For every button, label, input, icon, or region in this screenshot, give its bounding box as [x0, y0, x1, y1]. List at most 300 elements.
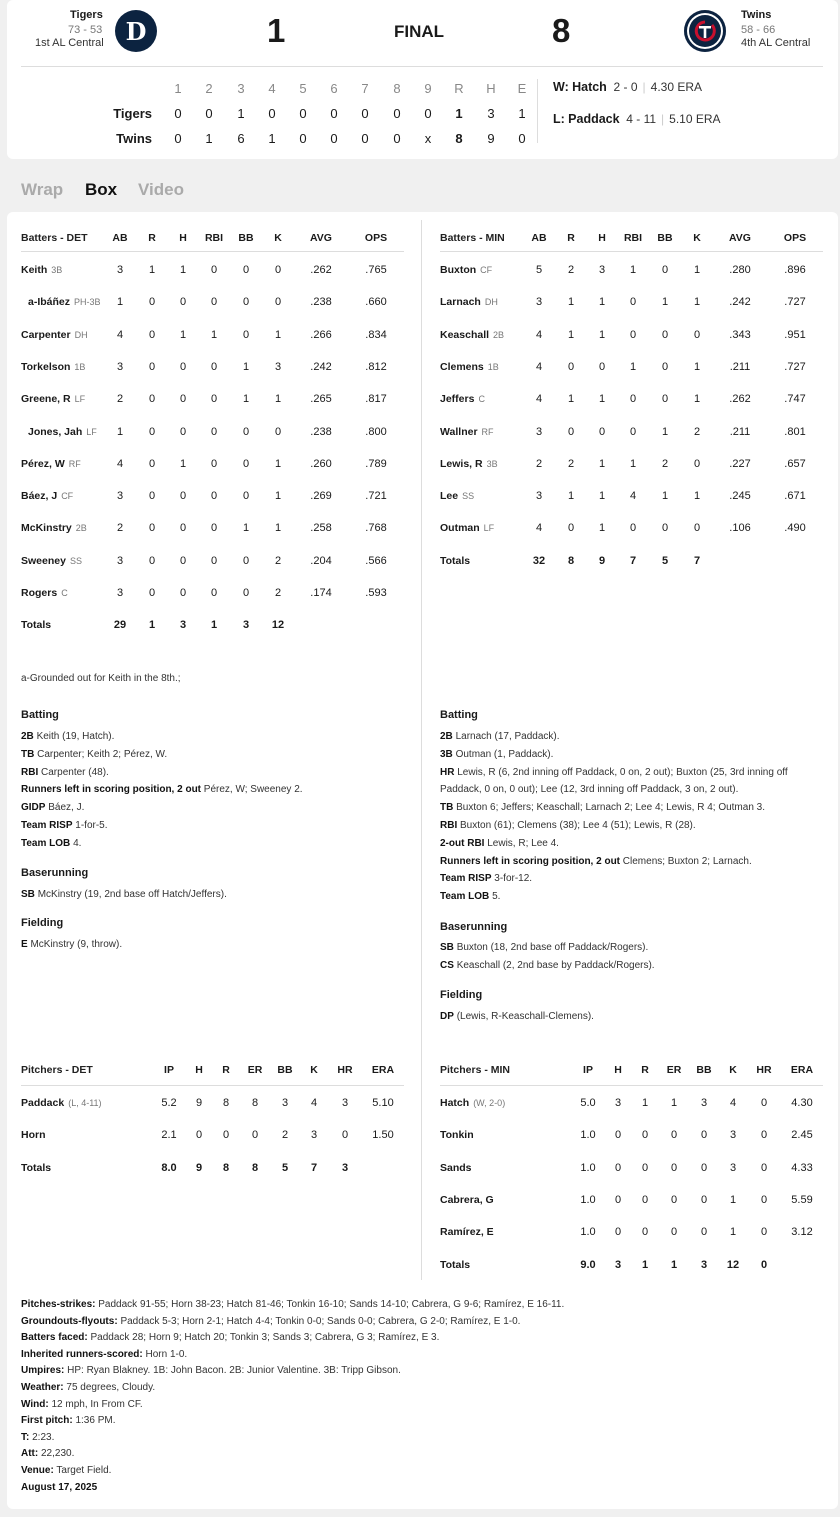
batting-stat: .727 — [784, 296, 806, 309]
pitching-totals-label: Totals — [21, 1161, 52, 1174]
game-info-key: Venue: — [21, 1465, 54, 1476]
batter-name[interactable] — [440, 490, 474, 502]
batting-stat: .789 — [365, 457, 387, 470]
pitching-stat: 0 — [614, 1161, 622, 1174]
game-info-value: 22,230. — [41, 1448, 75, 1460]
note-value: (Lewis, R-Keaschall-Clemens). — [456, 1011, 594, 1022]
note-line — [440, 870, 532, 888]
note-value: Báez, J. — [48, 802, 85, 814]
batting-stat: 0 — [661, 328, 669, 341]
batting-stat: 0 — [242, 490, 250, 503]
batter-name-text[interactable]: Buxton — [440, 264, 477, 276]
losing-pitcher-name[interactable]: Paddack — [568, 112, 620, 126]
batter-name[interactable] — [21, 264, 62, 276]
pitcher-name-text[interactable]: Hatch — [440, 1097, 470, 1109]
pitching-stat: 1 — [729, 1226, 737, 1239]
pitching-stat: 0 — [760, 1161, 768, 1174]
pitching-stat: 5.10 — [372, 1097, 394, 1109]
batter-name-text[interactable]: Greene, R — [21, 393, 71, 406]
batting-stat: 2 — [567, 264, 575, 276]
batting-stat: 1 — [179, 264, 187, 276]
linescore-cell: 0 — [299, 106, 307, 121]
batter-name-text[interactable]: Carpenter — [21, 328, 71, 341]
pitching-totals-label: Totals — [440, 1258, 471, 1271]
batter-name[interactable] — [21, 555, 82, 567]
pitching-stat: 0 — [614, 1226, 622, 1239]
note-key: CS — [440, 959, 454, 971]
game-info-key: Inherited runners-scored: — [21, 1348, 143, 1360]
losing-pitcher: L: Paddack 4 - 11 | 5.10 ERA — [553, 112, 721, 126]
pitching-col-header: ER — [666, 1064, 682, 1076]
batting-stat: 0 — [179, 554, 187, 567]
batting-col-header: R — [148, 232, 156, 244]
note-value: Buxton (18, 2nd base off Paddack/Rogers). — [456, 942, 649, 953]
game-info-line — [21, 1445, 74, 1463]
note-key: Runners left in scoring position, 2 out — [21, 784, 202, 796]
pitcher-name-text[interactable]: Ramírez, E — [440, 1226, 494, 1239]
note-line — [21, 746, 167, 764]
batting-stat: 1 — [693, 296, 701, 309]
batting-title: Batters - MIN — [440, 232, 505, 244]
batting-stat: 4 — [116, 457, 124, 470]
note-key: Team RISP — [21, 820, 73, 831]
batting-stat: 1 — [661, 490, 669, 503]
batting-total: 29 — [113, 619, 127, 632]
batting-stat: .801 — [784, 425, 806, 438]
batter-name[interactable] — [21, 490, 73, 502]
linescore-header: 5 — [299, 81, 307, 96]
tab-wrap[interactable]: Wrap — [21, 180, 64, 199]
batting-stat: .238 — [310, 296, 332, 309]
scoreboard-card — [7, 0, 838, 159]
pitcher-name[interactable] — [440, 1226, 498, 1238]
batter-name[interactable] — [21, 393, 85, 405]
pitching-stat: 0 — [760, 1226, 768, 1239]
linescore-header: 3 — [237, 81, 245, 96]
note-key: DP — [440, 1011, 454, 1022]
batting-stat: 1 — [274, 457, 282, 470]
batting-col-header: AVG — [729, 232, 751, 244]
pitching-total: 0 — [760, 1258, 768, 1271]
game-info-key: Groundouts-flyouts: — [21, 1315, 118, 1327]
linescore-cell: 0 — [518, 131, 526, 146]
batting-col-header: RBI — [204, 232, 224, 244]
game-info-value: 12 mph, In From CF. — [51, 1398, 143, 1410]
batter-name[interactable] — [21, 587, 68, 599]
game-info-key: Wind: — [21, 1398, 49, 1410]
batting-stat: 0 — [567, 522, 575, 535]
batting-stat: .593 — [365, 587, 387, 599]
batting-stat: 0 — [210, 490, 218, 503]
game-info-line — [21, 1412, 115, 1430]
game-info-value: Paddack 91-55; Horn 38-23; Hatch 81-46; Tonkin 16-10; Sands 14-10; Cabrera, G 9-6; Ramírez, E 16-11. — [98, 1299, 565, 1310]
pitching-stat: 3 — [614, 1097, 622, 1109]
pitching-col-header: IP — [583, 1064, 593, 1076]
batter-name-text[interactable]: Torkelson — [21, 360, 71, 373]
batter-name-text[interactable]: Rogers — [21, 587, 58, 599]
twins-logo-icon[interactable] — [684, 10, 726, 52]
box-score-card — [7, 212, 838, 1509]
tab-box[interactable]: Box — [85, 180, 118, 199]
note-value: Pérez, W; Sweeney 2. — [203, 784, 303, 796]
batting-stat: 0 — [661, 360, 669, 373]
batting-stat: 0 — [148, 360, 156, 373]
away-team-name[interactable]: Tigers — [70, 9, 103, 21]
batting-stat: 1 — [567, 328, 575, 341]
batter-name-text[interactable]: Jones, Jah — [28, 425, 83, 438]
batting-stat: .490 — [784, 522, 806, 535]
pitching-stat: 0 — [670, 1161, 678, 1174]
winning-pitcher-name[interactable]: Hatch — [572, 80, 607, 94]
pitching-total: 12 — [726, 1258, 740, 1271]
batting-stat: .817 — [365, 393, 387, 406]
batting-stat: .721 — [365, 490, 387, 503]
note-value: McKinstry (9, throw). — [30, 939, 123, 950]
pitcher-name[interactable] — [21, 1129, 50, 1141]
batter-name[interactable] — [440, 264, 492, 276]
note-line — [21, 886, 227, 904]
linescore-header: R — [454, 81, 464, 96]
batting-total: 7 — [693, 554, 701, 567]
batter-position: DH — [74, 329, 88, 340]
batter-name[interactable] — [440, 522, 494, 534]
batter-position: 2B — [493, 329, 505, 340]
batting-totals-label: Totals — [440, 554, 471, 567]
linescore-header: 7 — [361, 81, 369, 96]
batting-stat: 1 — [629, 264, 637, 276]
batter-name[interactable] — [440, 329, 504, 341]
pitching-header-rule — [21, 1085, 404, 1086]
linescore-cell: 0 — [268, 106, 276, 121]
linescore-team[interactable]: Twins — [116, 131, 152, 146]
batter-name-text[interactable]: McKinstry — [21, 522, 72, 535]
linescore-cell: 0 — [393, 131, 401, 146]
batting-stat: 1 — [693, 360, 701, 373]
game-info-line — [21, 1362, 401, 1380]
batting-stat: .242 — [310, 360, 332, 373]
batting-stat: .896 — [784, 264, 806, 276]
pitching-stat: 3 — [700, 1097, 708, 1109]
batter-name[interactable] — [440, 458, 498, 470]
pitcher-name-text[interactable]: Horn — [21, 1129, 46, 1142]
batting-stat: 3 — [116, 360, 124, 373]
pitching-stat: 0 — [700, 1226, 708, 1239]
batting-stat: 0 — [242, 296, 250, 309]
pitching-stat: 0 — [760, 1193, 768, 1206]
batter-name-text[interactable]: Clemens — [440, 360, 484, 373]
batting-stat: 0 — [210, 296, 218, 309]
batter-position: RF — [68, 458, 81, 469]
pitching-stat: 1 — [729, 1193, 737, 1206]
pitching-stat: 4 — [310, 1097, 318, 1109]
batter-name-text[interactable]: a-Ibáñez — [28, 296, 71, 309]
note-value: Buxton (61); Clemens (38); Lee 4 (51); Lewis, R (28). — [460, 820, 696, 831]
game-info-line — [21, 1462, 111, 1480]
batting-stat: 1 — [116, 296, 124, 309]
batting-stat: 1 — [629, 457, 637, 470]
note-line — [440, 1008, 594, 1026]
game-info-key: First pitch: — [21, 1415, 73, 1427]
note-line — [440, 853, 752, 871]
linescore-cell: 8 — [455, 131, 463, 146]
batting-stat: 0 — [242, 264, 250, 276]
pitching-title: Pitchers - MIN — [440, 1064, 511, 1076]
note-line — [440, 746, 553, 764]
note-key: Team LOB — [21, 837, 71, 849]
batting-total: 32 — [532, 554, 546, 567]
pitcher-name[interactable] — [21, 1097, 102, 1109]
batter-position: 2B — [75, 523, 87, 534]
note-line — [21, 764, 109, 782]
batting-stat: 0 — [242, 554, 250, 567]
note-line — [440, 799, 765, 817]
batter-name[interactable] — [440, 296, 498, 308]
note-key: HR — [440, 766, 455, 778]
batter-name-text[interactable]: Larnach — [440, 296, 481, 309]
batting-stat: 0 — [148, 587, 156, 599]
pitching-header-rule — [440, 1085, 823, 1086]
pitching-stat: 5.2 — [161, 1097, 177, 1109]
batting-totals-label: Totals — [21, 619, 52, 632]
batting-stat: .265 — [310, 393, 332, 406]
pitcher-name-text[interactable]: Cabrera, G — [440, 1193, 494, 1206]
batting-stat: 3 — [116, 587, 124, 599]
game-info-key: Att: — [21, 1448, 39, 1460]
pitcher-name-text[interactable]: Paddack — [21, 1097, 65, 1109]
batting-stat: 1 — [116, 425, 124, 438]
batter-name[interactable] — [21, 458, 81, 470]
batting-title: Batters - DET — [21, 232, 88, 244]
pitching-stat: 2.1 — [161, 1129, 177, 1142]
batting-stat: 1 — [693, 393, 701, 406]
pitching-col-header: H — [195, 1064, 203, 1076]
batter-name-text[interactable]: Báez, J — [21, 490, 58, 503]
batting-stat: 0 — [210, 393, 218, 406]
pitching-total: 1 — [641, 1258, 649, 1271]
batting-stat: .269 — [310, 490, 332, 503]
batting-stat: 0 — [629, 328, 637, 341]
batter-name[interactable] — [21, 522, 87, 534]
pitching-stat: 2 — [281, 1129, 289, 1142]
pitching-stat: 1.0 — [580, 1129, 596, 1142]
note-key: 3B — [440, 748, 453, 760]
batting-stat: 0 — [210, 425, 218, 438]
batting-total: 3 — [179, 619, 187, 632]
pitching-stat: 1.50 — [372, 1129, 394, 1142]
game-info-line — [21, 1296, 564, 1314]
batting-stat: 0 — [242, 328, 250, 341]
pitching-col-header: ERA — [371, 1064, 395, 1076]
game-info-value: Paddack 28; Horn 9; Hatch 20; Tonkin 3; Sands 3; Cabrera, G 3; Ramírez, E 3. — [90, 1332, 440, 1344]
fielding-notes-title: Fielding — [440, 989, 483, 1001]
linescore-header: 9 — [424, 81, 432, 96]
pitching-stat: 3.12 — [791, 1226, 813, 1239]
batting-stat: 0 — [148, 554, 156, 567]
linescore-team[interactable]: Tigers — [113, 106, 152, 121]
note-line — [21, 781, 303, 799]
game-info-value: 1:36 PM. — [75, 1415, 116, 1427]
batter-name-text[interactable]: Keith — [21, 264, 48, 276]
batting-stat: 1 — [598, 328, 606, 341]
note-line — [21, 728, 114, 746]
batting-col-header: K — [693, 232, 701, 244]
batter-name[interactable] — [28, 296, 101, 308]
batter-name[interactable] — [21, 361, 85, 373]
pitcher-name[interactable] — [440, 1129, 478, 1141]
game-info-value: 2:23. — [32, 1431, 55, 1443]
game-info-value: 75 degrees, Cloudy. — [66, 1382, 156, 1393]
pitching-stat: 0 — [641, 1161, 649, 1174]
batter-position: 1B — [74, 361, 86, 372]
batting-stat: 1 — [274, 328, 282, 341]
batter-name-text[interactable]: Sweeney — [21, 554, 66, 567]
batting-stat: .174 — [310, 587, 332, 599]
pitcher-name[interactable] — [440, 1097, 505, 1109]
batting-stat: .566 — [365, 554, 387, 567]
note-line — [440, 939, 648, 957]
batting-stat: 0 — [274, 425, 282, 438]
pitching-stat: 0 — [670, 1193, 678, 1206]
tab-video[interactable]: Video — [138, 180, 184, 199]
footnote: a-Grounded out for Keith in the 8th.; — [21, 673, 181, 684]
pitching-stat: 5.0 — [580, 1097, 596, 1109]
batter-name[interactable] — [440, 426, 494, 438]
linescore-divider — [537, 79, 538, 143]
batter-name-text[interactable]: Wallner — [440, 425, 478, 438]
batting-stat: 3 — [535, 490, 543, 503]
note-value: Keaschall (2, 2nd base by Paddack/Rogers). — [456, 959, 655, 971]
batter-position: DH — [484, 297, 498, 308]
pitcher-name-text[interactable]: Sands — [440, 1161, 472, 1174]
batting-col-header: RBI — [623, 232, 643, 244]
batting-stat: .951 — [784, 328, 806, 341]
batting-stat: 0 — [661, 393, 669, 406]
batting-stat: 1 — [148, 264, 156, 276]
note-line — [440, 817, 696, 835]
linescore-header: E — [517, 81, 527, 96]
batter-position: RF — [481, 426, 494, 437]
batting-stat: 0 — [598, 360, 606, 373]
pitcher-decision: (W, 2-0) — [473, 1098, 506, 1108]
note-value: Outman (1, Paddack). — [455, 748, 554, 760]
pitching-stat: 0 — [670, 1226, 678, 1239]
away-team-standing: 1st AL Central — [35, 37, 104, 49]
pitching-stat: 3 — [341, 1097, 349, 1109]
batting-stat: 1 — [242, 522, 250, 535]
note-value: Clemens; Buxton 2; Larnach. — [622, 855, 752, 867]
pitching-total: 5 — [281, 1161, 289, 1174]
game-info-value: HP: Ryan Blakney. 1B: John Bacon. 2B: Junior Valentine. 3B: Tripp Gibson. — [67, 1365, 401, 1377]
batter-name[interactable] — [440, 393, 485, 405]
batter-name-text[interactable]: Jeffers — [440, 393, 475, 406]
pitching-stat: 2.45 — [791, 1129, 813, 1142]
baserunning-notes-title: Baserunning — [440, 921, 508, 933]
batting-stat: .106 — [729, 522, 751, 535]
pitching-stat: 0 — [670, 1129, 678, 1142]
pitcher-name[interactable] — [440, 1162, 476, 1174]
batter-name[interactable] — [28, 426, 97, 438]
tigers-logo-icon[interactable]: D — [115, 10, 157, 52]
batting-stat: 1 — [693, 490, 701, 503]
batting-stat: 4 — [629, 490, 637, 503]
batter-name[interactable] — [440, 361, 499, 373]
batting-stat: 1 — [210, 328, 218, 341]
pitching-stat: 1.0 — [580, 1193, 596, 1206]
batting-stat: 1 — [179, 457, 187, 470]
note-key: E — [21, 939, 28, 950]
pitching-title: Pitchers - DET — [21, 1064, 93, 1076]
batter-name-text[interactable]: Keaschall — [440, 328, 490, 341]
batting-stat: .768 — [365, 522, 387, 535]
batting-stat: .834 — [365, 328, 387, 341]
pitching-total: 8 — [222, 1161, 230, 1174]
batting-stat: 1 — [179, 328, 187, 341]
winning-pitcher: W: Hatch 2 - 0 | 4.30 ERA — [553, 80, 703, 94]
pitching-stat: 0 — [614, 1193, 622, 1206]
pitching-col-header: R — [222, 1064, 230, 1076]
home-team-name[interactable]: Twins — [741, 9, 772, 21]
batter-name-text[interactable]: Lewis, R — [440, 457, 483, 470]
batter-name-text[interactable]: Outman — [440, 522, 480, 535]
batting-stat: 0 — [148, 328, 156, 341]
pitcher-name-text[interactable]: Tonkin — [440, 1129, 474, 1142]
batting-stat: 1 — [598, 457, 606, 470]
note-key: Team LOB — [440, 891, 490, 903]
game-info-key: Weather: — [21, 1382, 64, 1393]
pitching-stat: 3 — [310, 1129, 318, 1142]
note-value: 1-for-5. — [75, 820, 108, 831]
pitching-col-header: HR — [337, 1064, 353, 1076]
batting-stat: 4 — [535, 393, 543, 406]
note-value: Paddack, 0 on, 0 out); Lee (12, 3rd inning off Paddack, 3 on, 2 out). — [440, 784, 739, 796]
batting-col-header: AVG — [310, 232, 332, 244]
batter-name-text[interactable]: Pérez, W — [21, 457, 65, 470]
pitcher-name[interactable] — [440, 1194, 498, 1206]
batter-position: LF — [86, 426, 97, 437]
batting-stat: 1 — [274, 393, 282, 406]
batting-stat: 0 — [274, 296, 282, 309]
game-info-line — [21, 1313, 520, 1331]
batting-stat: 1 — [598, 393, 606, 406]
batting-stat: .343 — [729, 328, 751, 341]
batting-stat: .242 — [729, 296, 751, 309]
game-info-key: T: — [21, 1431, 30, 1443]
linescore-header: 8 — [393, 81, 401, 96]
batting-stat: 3 — [116, 264, 124, 276]
batting-stat: 0 — [210, 554, 218, 567]
pitching-col-header: H — [614, 1064, 622, 1076]
pitching-stat: 4.30 — [791, 1097, 813, 1109]
linescore-cell: 1 — [205, 131, 213, 146]
game-info-value: Horn 1-0. — [145, 1348, 188, 1360]
linescore-cell: 9 — [487, 131, 495, 146]
pitcher-decision: (L, 4-11) — [68, 1098, 102, 1108]
linescore-cell: 0 — [174, 131, 182, 146]
batting-col-header: H — [179, 232, 187, 244]
note-value: Buxton 6; Jeffers; Keaschall; Larnach 2; Lee 4; Lewis, R 4; Outman 3. — [456, 802, 766, 814]
batter-name[interactable] — [21, 329, 88, 341]
batting-header-rule — [21, 251, 404, 252]
batting-stat: 0 — [242, 425, 250, 438]
batting-stat: 3 — [116, 554, 124, 567]
batting-stat: 0 — [693, 522, 701, 535]
fielding-notes-title: Fielding — [21, 917, 64, 929]
note-line — [440, 835, 559, 853]
batting-stat: 4 — [535, 522, 543, 535]
home-team-record: 58 - 66 — [741, 24, 776, 36]
batter-name-text[interactable]: Lee — [440, 490, 459, 503]
batting-stat: .800 — [365, 425, 387, 438]
